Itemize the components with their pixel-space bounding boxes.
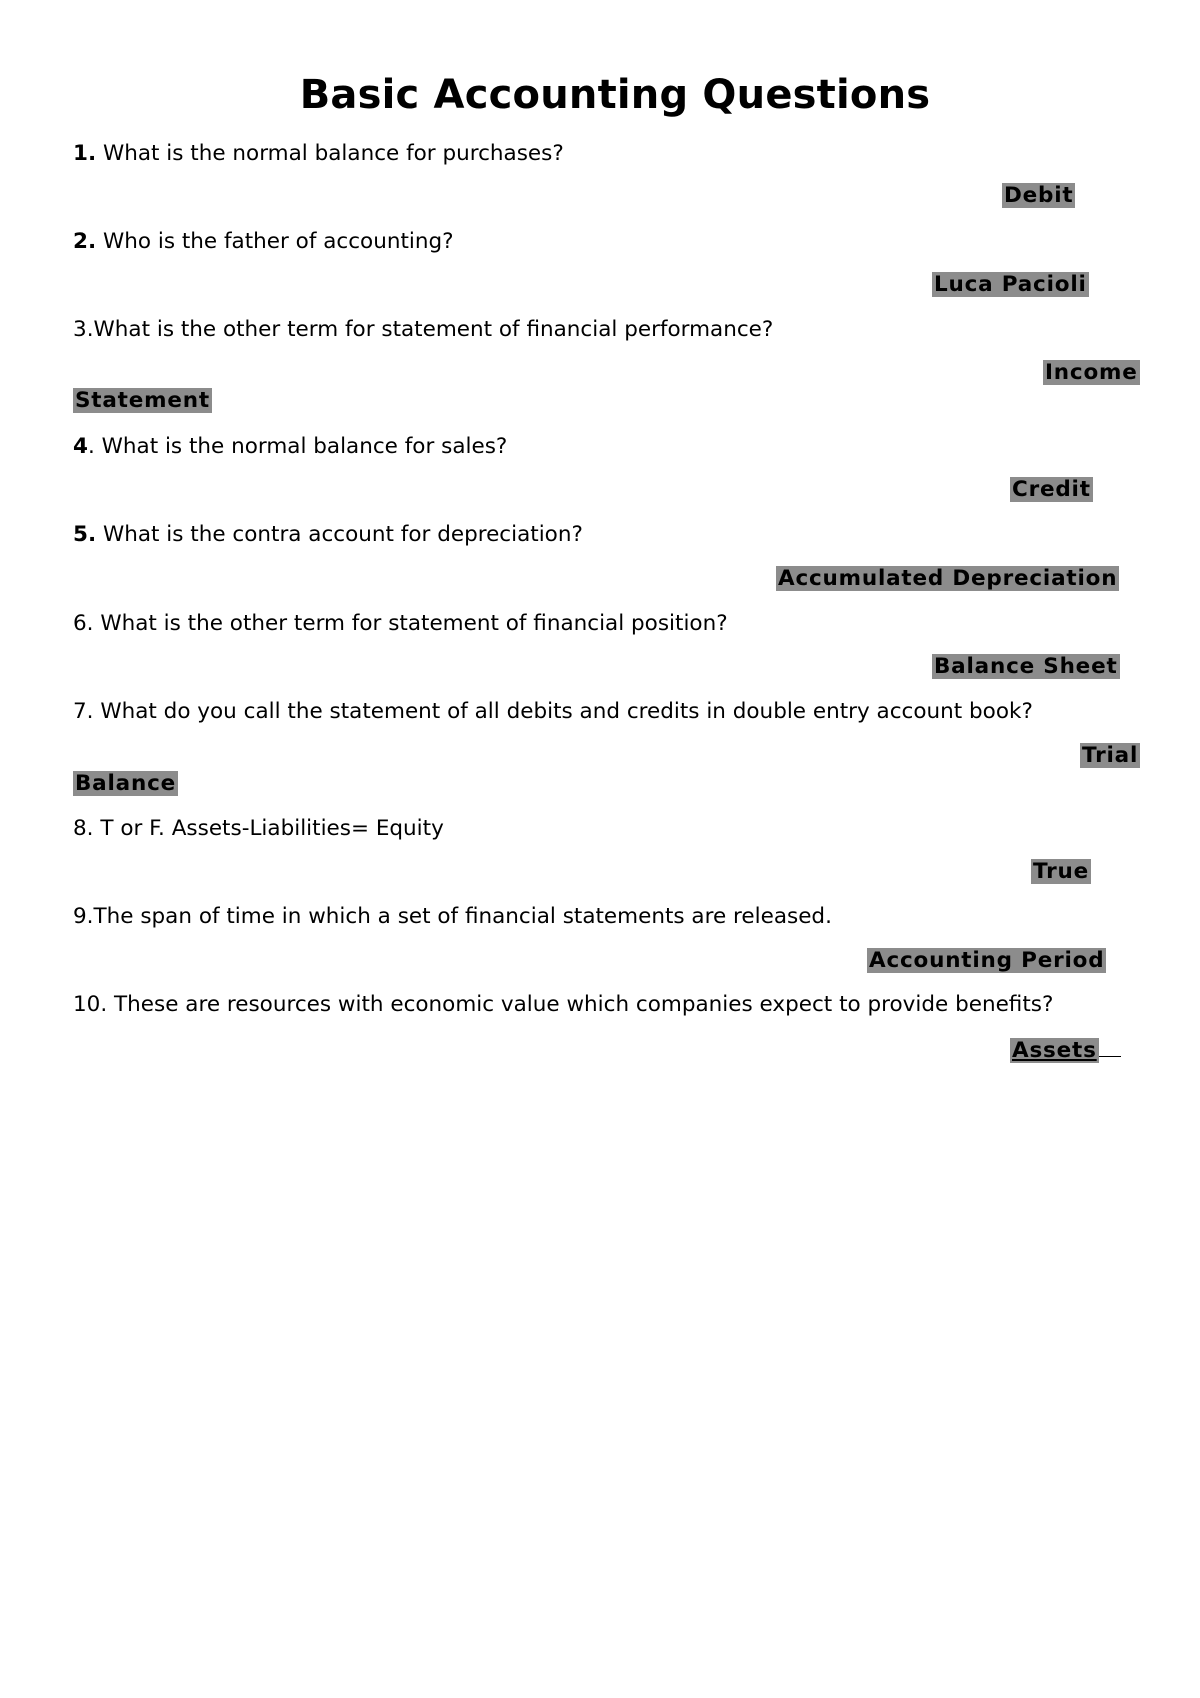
question-9: [73, 902, 832, 932]
question-4-number: 4: [73, 434, 88, 459]
answer-1-text: Debit: [1004, 183, 1074, 208]
answer-5: [776, 566, 1119, 592]
question-2-number: 2.: [73, 229, 97, 254]
question-7: [73, 697, 1033, 727]
question-8: [73, 814, 444, 844]
answer-6-text: Balance Sheet: [934, 654, 1118, 679]
question-3-text: .What is the other term for statement of financial performance?: [86, 317, 774, 342]
question-5-text: What is the contra account for depreciation?: [96, 522, 583, 547]
answer-1: [1002, 183, 1075, 209]
answer-3-line-2: [73, 388, 212, 414]
question-2-text: Who is the father of accounting?: [96, 229, 454, 254]
question-7-text: 7. What do you call the statement of all debits and credits in double entry account book?: [73, 699, 1033, 724]
answer-5-text: Accumulated Depreciation: [778, 566, 1118, 591]
answer-7-text-1: Trial: [1082, 743, 1139, 768]
answer-7-line-1: [1080, 743, 1140, 769]
question-10-text: 10. These are resources with economic value which companies expect to provide benefits?: [73, 992, 1054, 1017]
answer-7-text-2: Balance: [75, 771, 177, 796]
answer-2-text: Luca Pacioli: [934, 272, 1087, 297]
question-4: [73, 432, 507, 462]
answer-4: [1010, 477, 1093, 503]
question-6-text: 6. What is the other term for statement of financial position?: [73, 611, 728, 636]
question-1-number: 1.: [73, 141, 97, 166]
question-3-number: 3: [73, 317, 87, 342]
answer-8: [1031, 859, 1091, 885]
answer-2: [932, 272, 1089, 298]
question-5: [73, 520, 583, 550]
answer-9-text: Accounting Period: [869, 948, 1105, 973]
answer-4-text: Credit: [1012, 477, 1091, 502]
answer-3-text-1: Income: [1045, 360, 1138, 385]
answer-6: [932, 654, 1120, 680]
answer-7-line-2: [73, 771, 178, 797]
question-4-text: . What is the normal balance for sales?: [87, 434, 508, 459]
question-1-text: What is the normal balance for purchases?: [96, 141, 564, 166]
document-title: Basic Accounting Questions: [299, 72, 931, 118]
question-3: [73, 315, 773, 345]
answer-3-text-2: Statement: [75, 388, 210, 413]
answer-10-text: Assets: [1012, 1038, 1097, 1063]
answer-3-line-1: [1043, 360, 1140, 386]
question-9-text: 9.The span of time in which a set of financial statements are released.: [73, 904, 832, 929]
question-2: [73, 227, 454, 257]
question-10: [73, 990, 1053, 1020]
question-1: [73, 139, 564, 169]
question-5-number: 5.: [73, 522, 97, 547]
answer-9: [867, 948, 1106, 974]
answer-8-text: True: [1033, 859, 1089, 884]
question-6: [73, 609, 728, 639]
answer-10-underline: [1099, 1036, 1121, 1057]
question-8-text: 8. T or F. Assets-Liabilities= Equity: [73, 816, 444, 841]
answer-10: [1010, 1036, 1121, 1064]
